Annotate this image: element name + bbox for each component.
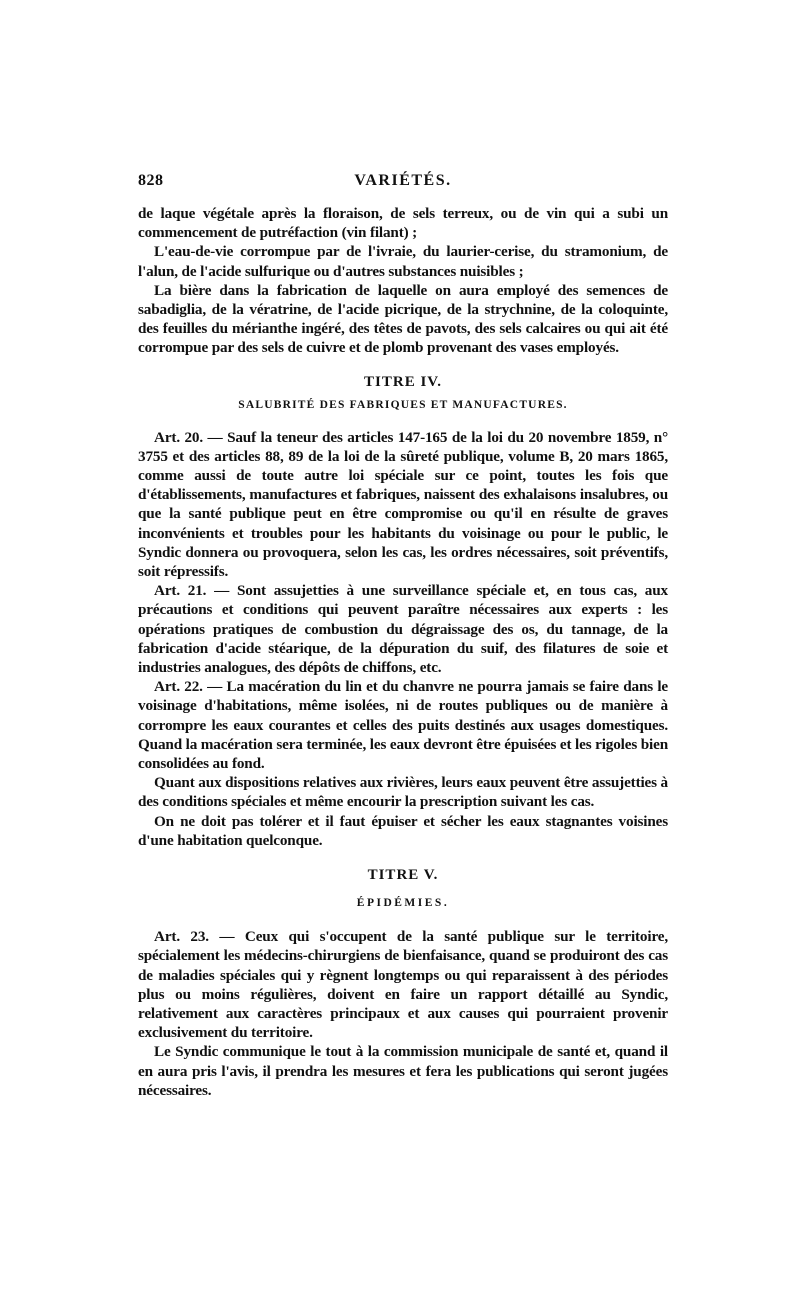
paragraph-eaux-stagnantes: On ne doit pas tolérer et il faut épuiser et sécher les eaux stagnantes voisines d'une habitation quelconque. — [138, 812, 668, 849]
article-23: Art. 23. — Ceux qui s'occupent de la santé publique sur le territoire, spécialement les médecins-chirurgiens de bienfaisance, quand se produiront des cas de maladies spéciales qui y règnent longtemps ou qui reparaissent à des périodes plus ou moins régulières, doivent en faire un rapport détaillé au Syndic, relativement aux caractères principaux et aux causes qui pourraient provenir exclusivement du territoire. — [138, 928, 668, 1042]
paragraph-syndic: Le Syndic communique le tout à la commission municipale de santé et, quand il en aura pris l'avis, il prendra les mesures et fera les publications qui seront jugées nécessaires. — [138, 1043, 668, 1099]
running-title: VARIÉTÉS. — [354, 172, 452, 189]
section-title-titre-iv: TITRE IV. — [364, 373, 442, 390]
section-subtitle-epidemies: ÉPIDÉMIES. — [356, 897, 450, 910]
article-22: Art. 22. — La macération du lin et du chanvre ne pourra jamais se faire dans le voisinage d'habitations, même isolées, ni de routes publiques ou de manière à corrompre les eaux courantes et celles des puits destinés aux usages domestiques. Quand la macération sera terminée, les eaux devront être épuisées et les rigoles bien consolidées au fond. — [138, 678, 668, 773]
section-title-titre-v: TITRE V. — [367, 867, 439, 884]
article-20: Art. 20. — Sauf la teneur des articles 147-165 de la loi du 20 novembre 1859, n° 3755 et des articles 88, 89 de la loi de la sûreté publique, volume B, 20 mars 1865, comme aussi de toute autre loi spéciale sur ce point, toutes les fois que d'établissements, manufactures et fabriques, naissent des exhalaisons insalubres, ou que la santé publique peut en être compromise ou qu'il en résulte de graves inconvénients et troubles pour les habitants du voisinage ou pour le public, le Syndic donnera ou provoquera, selon les cas, les ordres nécessaires, soit préventifs, soit répressifs. — [138, 428, 668, 581]
article-21: Art. 21. — Sont assujetties à une surveillance spéciale et, en tous cas, aux précautions et conditions qui peuvent paraître nécessaires aux experts : les opérations pratiques de combustion du dégraissage des os, du tannage, de la fabrication d'acide stéarique, de la dépuration du suif, des filatures de soie et industries analogues, des dépôts de chiffons, etc. — [138, 582, 668, 677]
paragraph-biere: La bière dans la fabrication de laquelle on aura employé des semences de sabadiglia, de la vératrine, de l'acide picrique, de la strychnine, de la coloquinte, des feuilles du mérianthe ingéré, des têtes de pavots, des sels calcaires ou qui ait été corrompue par des sels de cuivre et de plomb provenant des vases employés. — [138, 281, 668, 357]
paragraph-eau-de-vie: L'eau-de-vie corrompue par de l'ivraie, du laurier-cerise, du stramonium, de l'alun, de l'acide sulfurique ou d'autres substances nuisibles ; — [138, 243, 668, 280]
running-head — [138, 172, 668, 194]
paragraph-rivieres: Quant aux dispositions relatives aux rivières, leurs eaux peuvent être assujetties à des conditions spéciales et même encourir la prescription suivant les cas. — [138, 774, 668, 811]
section-subtitle-salubrite: SALUBRITÉ DES FABRIQUES ET MANUFACTURES. — [238, 398, 568, 411]
page — [138, 172, 668, 1100]
paragraph-continuation: de laque végétale après la floraison, de sels terreux, ou de vin qui a subi un commencement de putréfaction (vin filant) ; — [138, 205, 668, 242]
page-number: 828 — [138, 172, 164, 189]
